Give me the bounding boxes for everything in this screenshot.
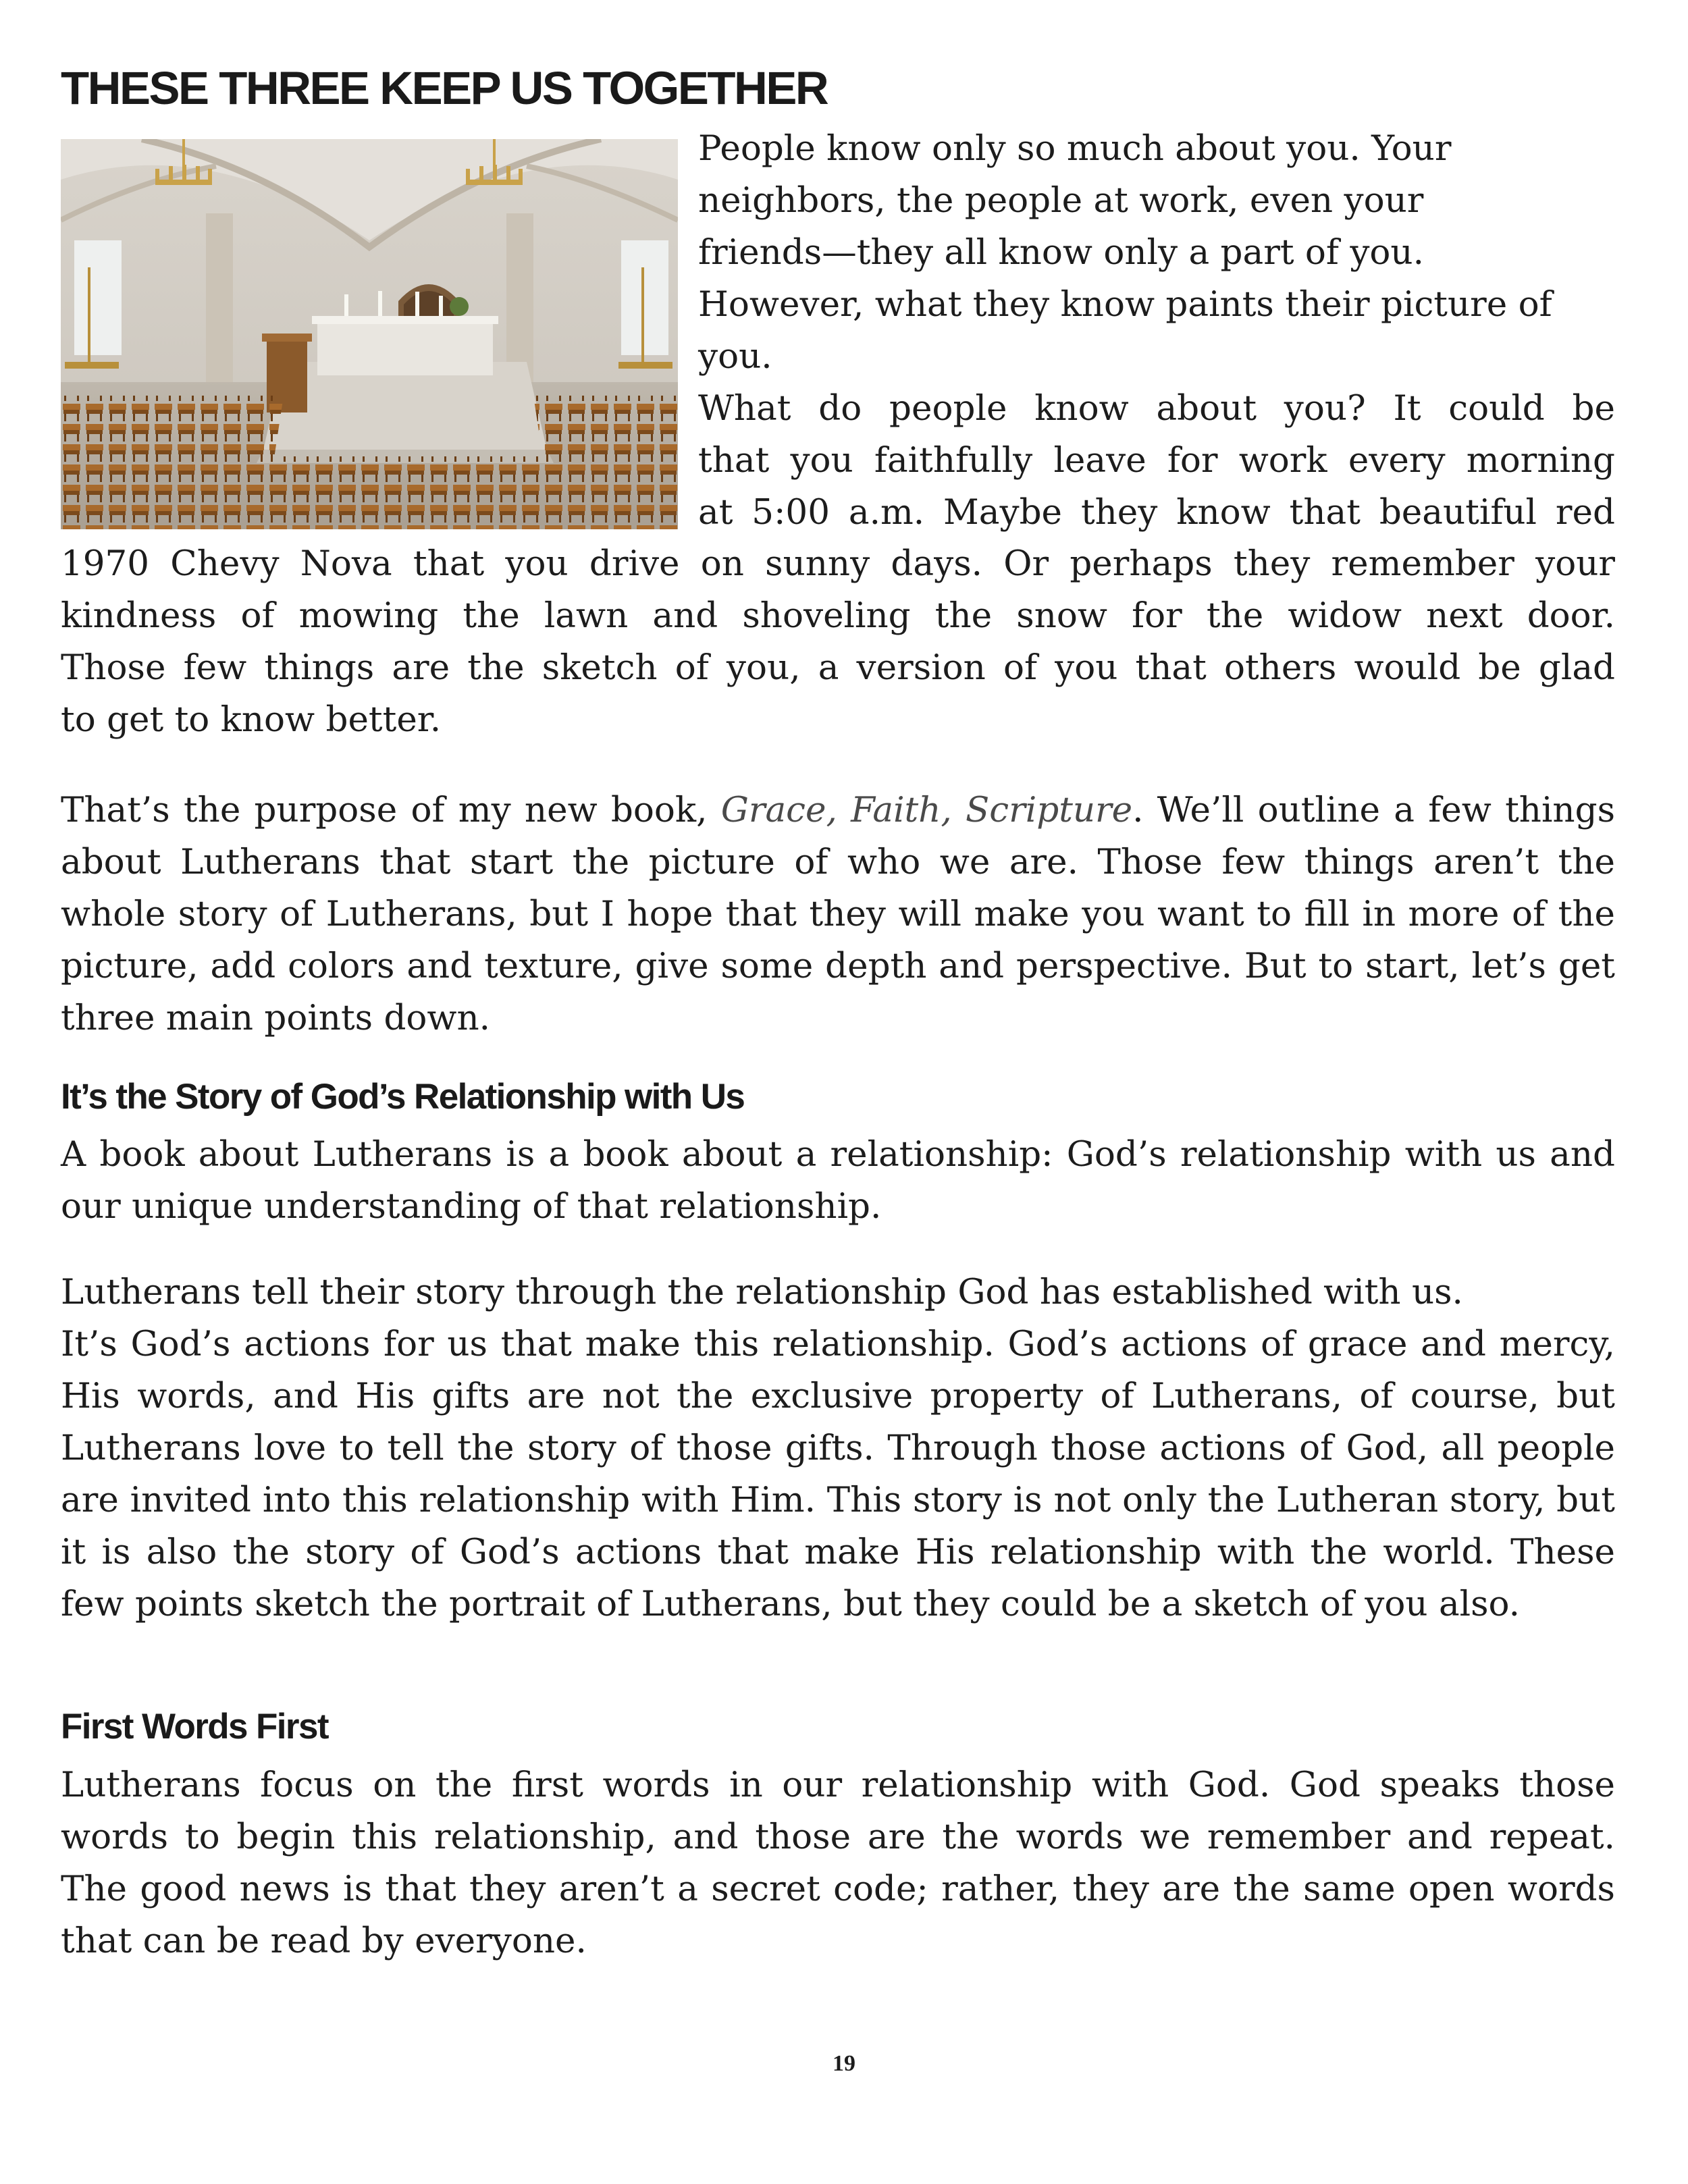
article-title: THESE THREE KEEP US TOGETHER: [61, 62, 828, 114]
intro-continued-text: [61, 538, 1615, 746]
section2-paragraph: Lutherans focus on the first words in our relationship with God. God speaks those words to begin this relationship, and those are the words we remember and repeat. The good news is that they aren’t a secret code; rather, they are the same open words that can be read by everyone.: [61, 1765, 1615, 1961]
text-line: kindness of mowing the lawn and shoveling the snow for the widow next door.: [61, 595, 1615, 636]
text-line: at 5:00 a.m. Maybe they know that beautiful red: [698, 492, 1615, 533]
text-line: you.: [698, 336, 772, 377]
text-line: People know only so much about you. Your: [698, 128, 1452, 169]
text-line: friends—they all know only a part of you.: [698, 232, 1424, 273]
book-title: Grace, Faith, Scripture: [720, 790, 1133, 830]
purpose-paragraph: [61, 784, 1615, 1044]
section1-paragraph: A book about Lutherans is a book about a relationship: God’s relationship with us and our unique understanding of that relationship.: [61, 1134, 1615, 1227]
text-line: that you faithfully leave for work every morning: [698, 440, 1615, 481]
text-line: Those few things are the sketch of you, a version of you that others would be glad: [61, 647, 1615, 688]
purpose-text-before: That’s the purpose of my new book,: [61, 790, 721, 830]
section1-paragraph-2-body: It’s God’s actions for us that make this relationship. God’s actions of grace and mercy, His words, and His gifts are not the exclusive property of Lutherans, of course, but Lutherans love to tell the story of those gifts. Through those actions of God, all people are invited into this relationship with Him. This story is not only the Lutheran story, but it is also the story of God’s actions that make His relationship with the world. These few points sketch the portrait of Lutherans, but they could be a sketch of you also.: [61, 1324, 1615, 1624]
section-heading: It’s the Story of God’s Relationship with Us: [61, 1077, 745, 1117]
text-line: Lutherans tell their story through the relationship God has established with us.: [61, 1272, 1463, 1312]
text-line: neighbors, the people at work, even your: [698, 180, 1424, 221]
text-line: What do people know about you? It could be: [698, 388, 1615, 429]
page-number: 19: [833, 2051, 855, 2076]
section1-paragraph-2: [61, 1267, 1615, 1630]
text-line: However, what they know paints their picture of: [698, 284, 1552, 325]
text-line: 1970 Chevy Nova that you drive on sunny days. Or perhaps they remember your: [61, 543, 1615, 584]
text-line: to get to know better.: [61, 699, 442, 740]
church-interior-photo: [61, 139, 678, 529]
purpose-text-after: . We’ll outline a few things about Lutherans that start the picture of who we are. Those few things aren’t the whole story of Lutherans, but I hope that they will make you want to fill in more of the picture, add colors and texture, give some depth and perspective. But to start, let’s get three main points down.: [61, 790, 1615, 1038]
section-heading: First Words First: [61, 1707, 328, 1747]
intro-wrapped-text: [698, 123, 1615, 539]
